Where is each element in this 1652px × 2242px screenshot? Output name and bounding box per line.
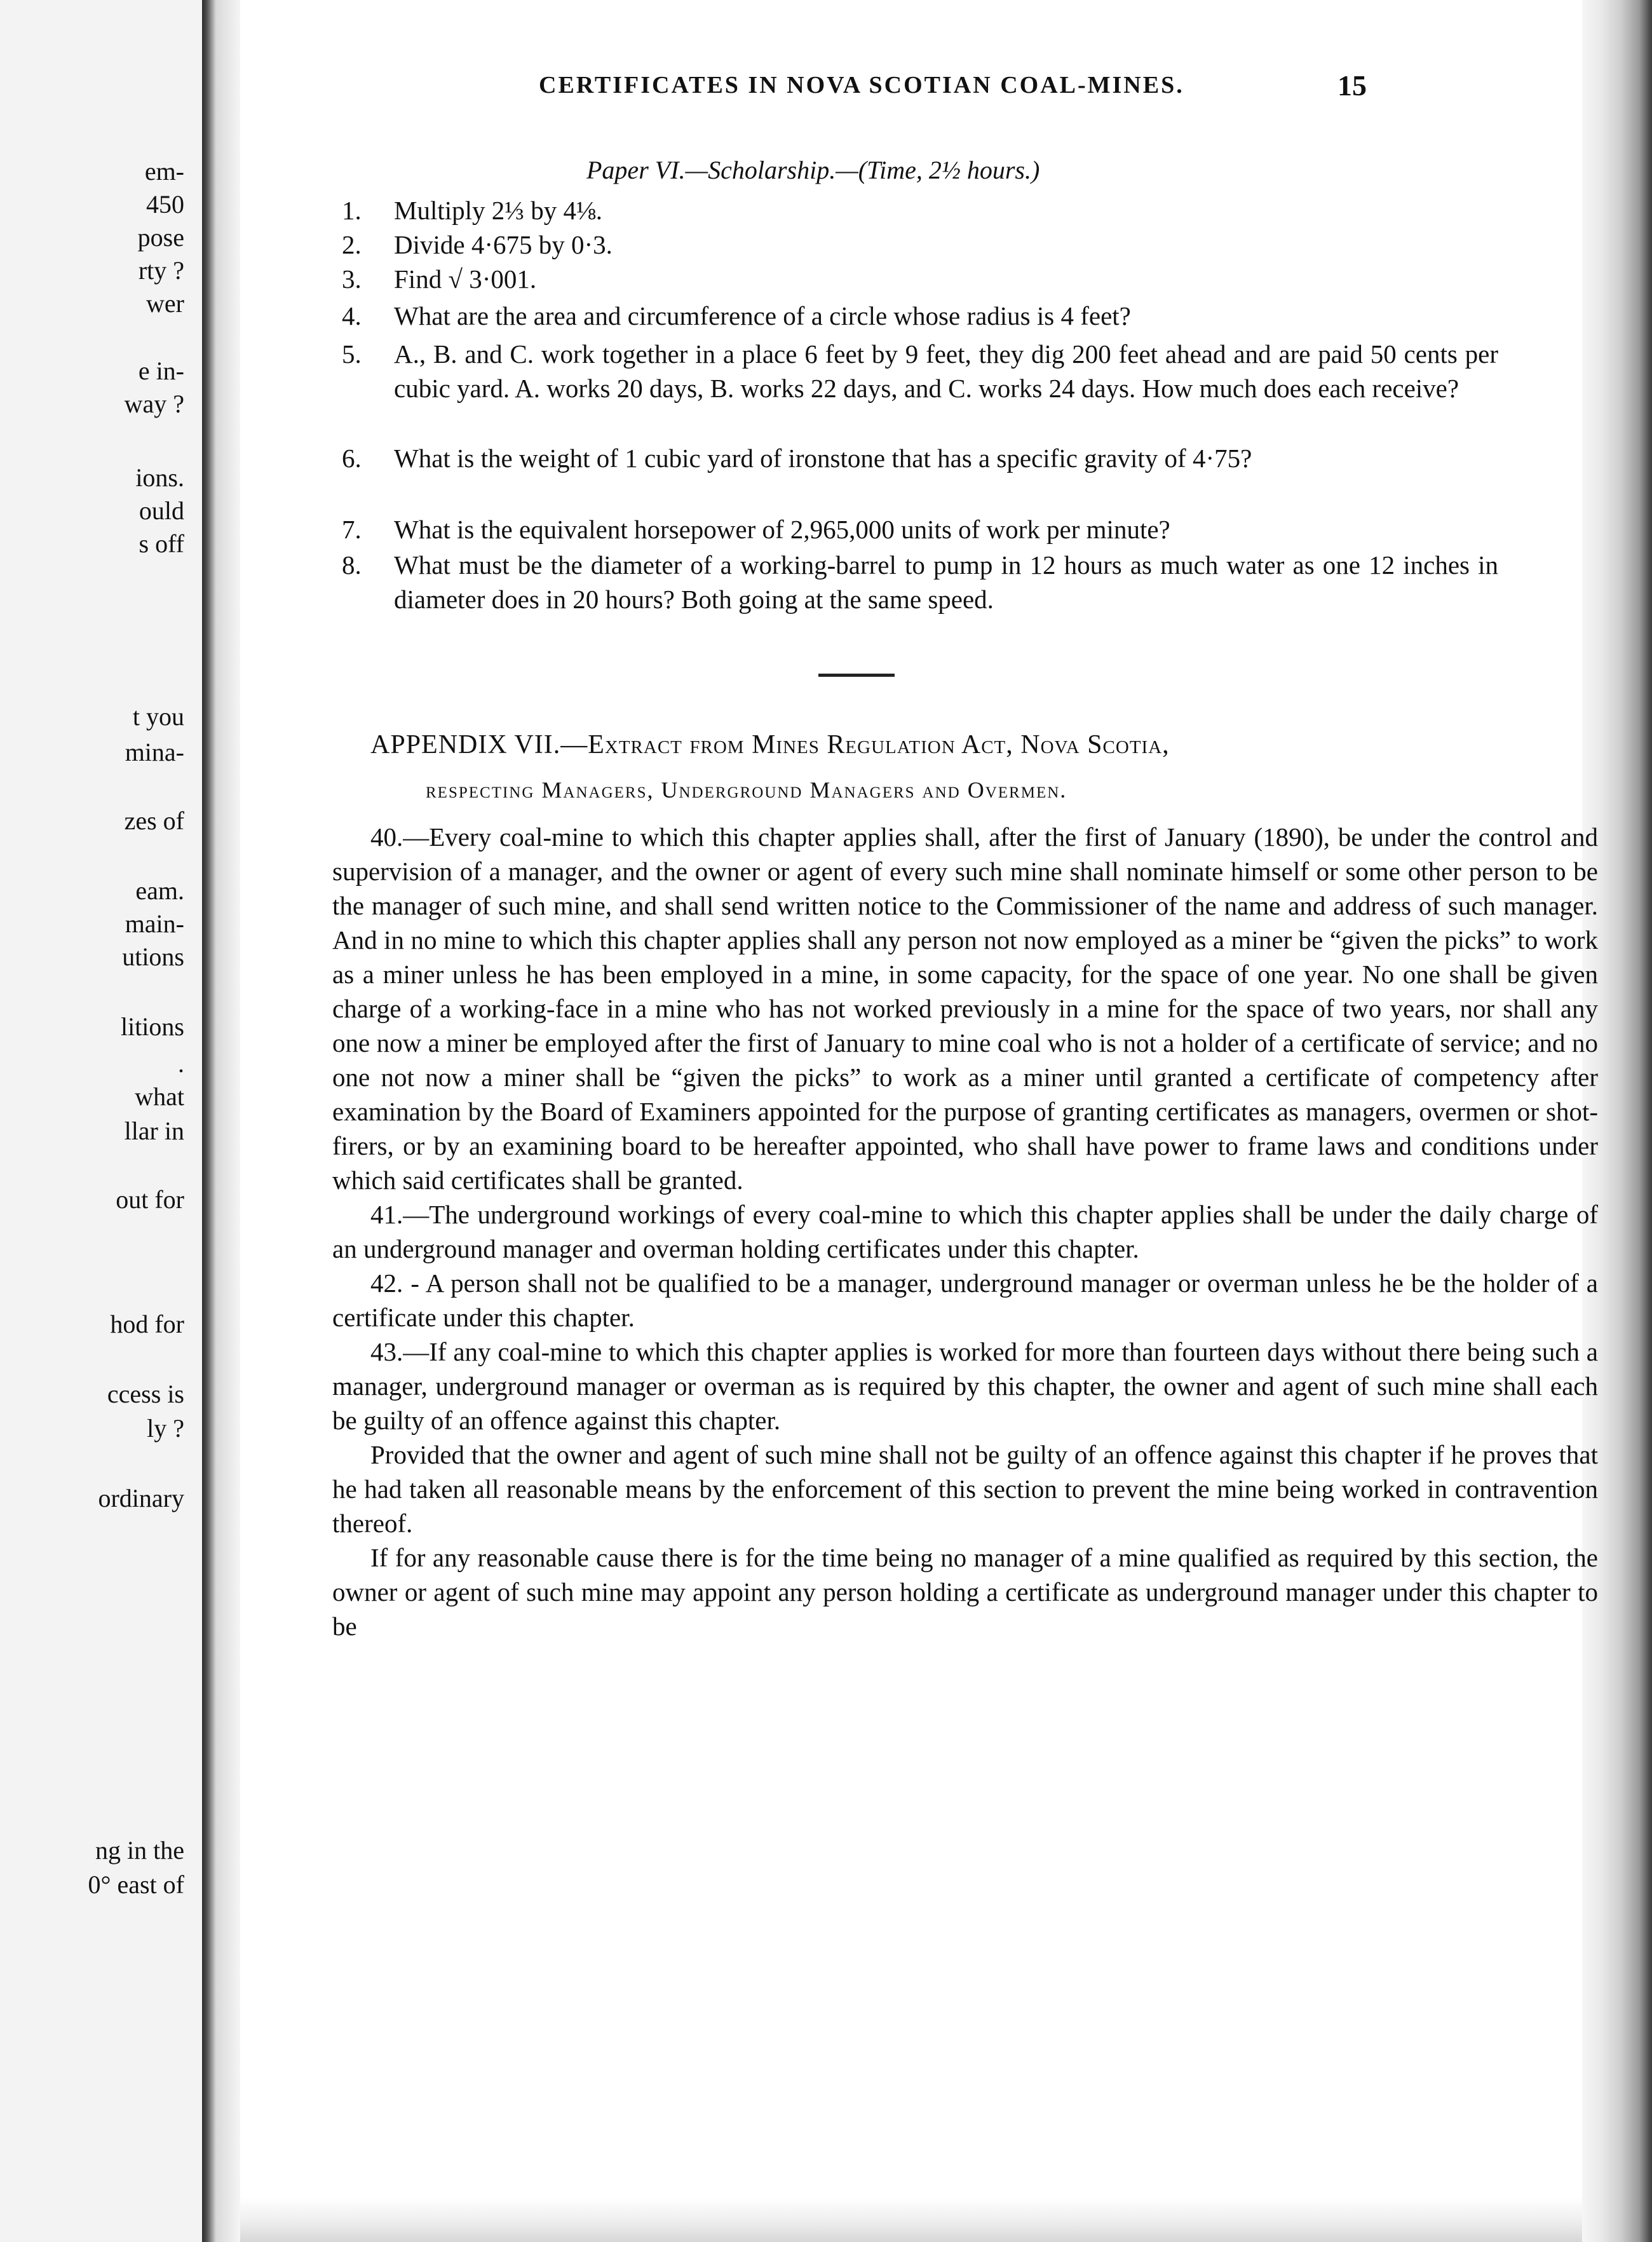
question-number: 2.: [342, 230, 362, 259]
facing-page-line: what: [135, 1082, 184, 1111]
question-item: [342, 228, 1498, 262]
facing-page-line: hod for: [110, 1310, 184, 1338]
facing-page-line: ordinary: [98, 1484, 184, 1512]
page-number: 15: [1337, 69, 1367, 102]
facing-page-line: ould: [139, 496, 184, 525]
question-item: [342, 441, 1498, 475]
question-item: [342, 512, 1498, 547]
facing-page-line: ccess is: [107, 1380, 184, 1408]
facing-page-line: eam.: [135, 876, 184, 905]
question-number: 4.: [342, 301, 362, 330]
appendix-heading: [370, 730, 1170, 760]
facing-page-line: litions: [120, 1012, 184, 1041]
question-item: [342, 193, 1498, 228]
section-paragraph: 43.—If any coal-mine to which this chapter applies is worked for more than fourteen days without there being such a manager, underground manager or overman as is required by this chapter, the owner and agent of such mine shall each be guilty of an offence against this chapter.: [332, 1337, 1598, 1435]
question-text: A., B. and C. work together in a place 6 feet by 9 feet, they dig 200 feet ahead and are paid 50 cents per cubic yard. A. works 20 days, B. works 22 days, and C. works 24 days. How much does each receive?: [394, 339, 1498, 403]
section-paragraph: 42. - A person shall not be qualified to be a manager, underground manager or overman unless he be the holder of a certificate under this chapter.: [332, 1268, 1598, 1332]
facing-page-line: out for: [116, 1185, 184, 1214]
facing-page-line: main-: [125, 909, 184, 938]
facing-page-line: way ?: [124, 390, 184, 418]
facing-page-line: .: [178, 1049, 184, 1078]
question-number: 8.: [342, 550, 362, 580]
question-item: [342, 337, 1498, 405]
facing-page-line: 450: [146, 190, 184, 219]
facing-page-line: ng in the: [95, 1836, 184, 1865]
question-text: Multiply 2⅓ by 4⅛.: [394, 196, 603, 225]
section-paragraph: Provided that the owner and agent of such mine shall not be guilty of an offence against this chapter if he proves that he had taken all reasonable means by the enforcement of this section to prevent the mine being worked in contravention thereof.: [332, 1440, 1598, 1538]
question-text: What must be the diameter of a working-barrel to pump in 12 hours as much water as one 12 inches in diameter does in 20 hours? Both going at the same speed.: [394, 550, 1498, 614]
facing-page-line: pose: [137, 223, 184, 252]
section-paragraph: 41.—The underground workings of every coal-mine to which this chapter applies shall be under the daily charge of an underground manager and overman holding certificates under this chapter.: [332, 1200, 1598, 1263]
question-number: 1.: [342, 196, 362, 225]
appendix-subtitle: respecting Managers, Underground Managers and Overmen.: [426, 777, 1067, 803]
facing-page-line: s off: [139, 529, 184, 558]
question-item: [342, 548, 1498, 616]
question-number: 6.: [342, 444, 362, 473]
question-number: 7.: [342, 515, 362, 544]
facing-page-line: utions: [122, 942, 184, 971]
appendix-label: APPENDIX VII.—: [370, 730, 588, 759]
facing-page-line: 0° east of: [88, 1870, 184, 1899]
section-divider: [818, 674, 895, 677]
facing-page-line: mina-: [125, 738, 184, 766]
facing-page-line: em-: [144, 157, 184, 186]
appendix-title: Extract from Mines Regulation Act, Nova Scotia,: [588, 730, 1170, 759]
question-text: What are the area and circumference of a circle whose radius is 4 feet?: [394, 301, 1131, 330]
book-page: [240, 0, 1598, 2198]
question-item: [342, 262, 1498, 296]
running-title: CERTIFICATES IN NOVA SCOTIAN COAL-MINES.: [539, 72, 1184, 99]
section-paragraph: If for any reasonable cause there is for the time being no manager of a mine qualified as required by this section, the owner or agent of such mine may appoint any person holding a certificate as underground manager under this chapter to be: [332, 1543, 1598, 1641]
facing-page-line: rty ?: [138, 256, 184, 285]
book-gutter-shadow: [202, 0, 240, 2242]
question-number: 3.: [342, 264, 362, 294]
paper-title: Paper VI.—Scholarship.—(Time, 2½ hours.): [586, 156, 1040, 184]
question-item: [342, 299, 1498, 333]
question-text: What is the equivalent horsepower of 2,965,000 units of work per minute?: [394, 515, 1170, 544]
page-bottom-shadow: [240, 2198, 1582, 2242]
facing-page-line: wer: [146, 289, 184, 318]
appendix-body: [332, 820, 1598, 1643]
facing-page-fragment: [0, 0, 202, 2242]
facing-page-line: ions.: [135, 463, 184, 492]
facing-page-line: ly ?: [147, 1414, 184, 1443]
question-text: Find √ 3·001.: [394, 264, 537, 294]
facing-page-line: t you: [132, 702, 184, 731]
facing-page-line: e in-: [138, 357, 184, 385]
question-number: 5.: [342, 339, 362, 369]
question-text: What is the weight of 1 cubic yard of ironstone that has a specific gravity of 4·75?: [394, 444, 1252, 473]
facing-page-line: zes of: [124, 806, 184, 835]
section-paragraph: 40.—Every coal-mine to which this chapter applies shall, after the first of January (1890), be under the control and supervision of a manager, and the owner or agent of every such mine shall nominate himself or some other person to be the manager of such mine, and shall send written notice to the Commissioner of the name and address of such manager. And in no mine to which this chapter applies shall any person not now employed as a miner be “given the picks” to work as a miner unless he has been employed in a mine, in some capacity, for the space of one year. No one shall be given charge of a working-face in a mine who has not worked previously in a mine for the space of two years, nor shall any one now a miner be employed after the first of January to mine coal who is not a holder of a certificate of service; and no one not now a miner shall be “given the picks” to work as a miner until granted a certificate of competency after examination by the Board of Examiners appointed for the purpose of granting certificates as managers, overmen or shot-firers, or by an examining board to be hereafter appointed, who shall have power to frame laws and conditions under which said certificates shall be granted.: [332, 822, 1598, 1195]
facing-page-line: llar in: [124, 1117, 184, 1145]
question-text: Divide 4·675 by 0·3.: [394, 230, 613, 259]
